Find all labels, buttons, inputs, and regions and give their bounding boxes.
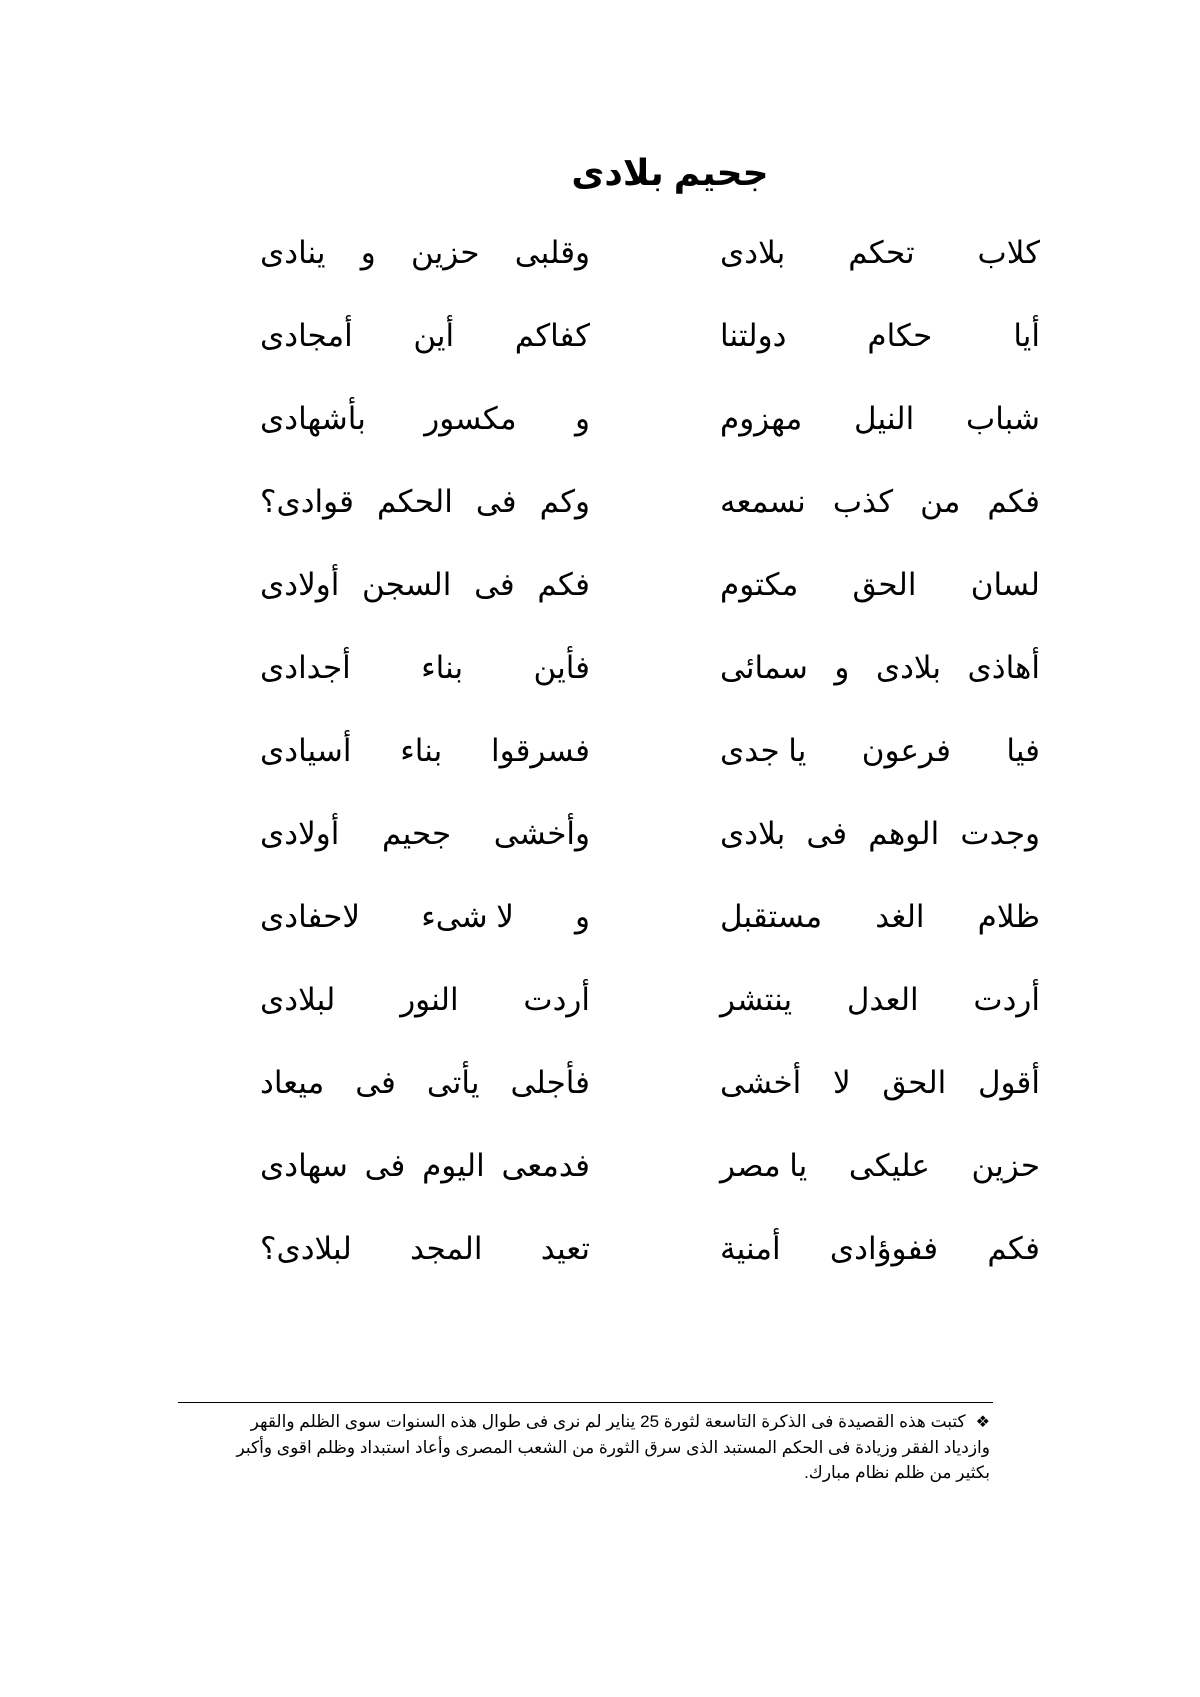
verse-word: فأجلى bbox=[510, 1065, 590, 1100]
verse-first-hemistich bbox=[720, 726, 1040, 776]
verse-word: حزين bbox=[411, 235, 480, 270]
footnote bbox=[200, 1409, 990, 1485]
verse-word: وقلبى bbox=[514, 235, 590, 270]
verse-word: بلادى bbox=[720, 816, 786, 851]
verse-word: نسمعه bbox=[720, 484, 806, 519]
verse-word: ظلام bbox=[977, 899, 1040, 934]
verse-word: فأين bbox=[533, 650, 590, 685]
verse-word: يأتى bbox=[426, 1065, 480, 1100]
verse-word: وجدت bbox=[960, 816, 1040, 851]
verse-word: فى bbox=[355, 1065, 396, 1100]
verse-line bbox=[200, 394, 1040, 477]
verse-word: الحكم bbox=[377, 484, 453, 519]
verse-first-hemistich bbox=[720, 1141, 1040, 1191]
verse-word: وكم bbox=[539, 484, 590, 519]
verse-word: أردت bbox=[523, 982, 590, 1017]
verse-word: أقول bbox=[978, 1065, 1040, 1100]
verse-word: فى bbox=[474, 567, 515, 602]
verse-word: وأخشى bbox=[493, 816, 590, 851]
verse-second-hemistich bbox=[260, 1224, 590, 1274]
verse-word: الحق bbox=[882, 1065, 947, 1100]
verse-word: كذب bbox=[832, 484, 894, 519]
verse-second-hemistich bbox=[260, 726, 590, 776]
verse-word: الغد bbox=[875, 899, 925, 934]
verse-word: يا جدى bbox=[720, 733, 807, 768]
poem-body bbox=[200, 228, 1040, 1307]
verse-word: لبلادى bbox=[260, 982, 336, 1017]
verse-word: و bbox=[360, 235, 376, 270]
verse-word: قوادى؟ bbox=[260, 484, 354, 519]
verse-word: فى bbox=[364, 1148, 406, 1183]
verse-word: بناء bbox=[421, 650, 464, 685]
verse-word: السجن bbox=[362, 567, 452, 602]
verse-word: مهزوم bbox=[720, 401, 803, 436]
verse-word: ينتشر bbox=[720, 982, 793, 1017]
verse-word: مكسور bbox=[424, 401, 517, 436]
verse-second-hemistich bbox=[260, 228, 590, 278]
verse-word: لاحفادى bbox=[260, 899, 361, 934]
verse-word: فكم bbox=[987, 484, 1040, 519]
verse-second-hemistich bbox=[260, 1058, 590, 1108]
verse-first-hemistich bbox=[720, 809, 1040, 859]
verse-word: لا شىء bbox=[421, 899, 514, 934]
verse-second-hemistich bbox=[260, 1141, 590, 1191]
verse-line bbox=[200, 560, 1040, 643]
verse-word: و bbox=[575, 899, 590, 934]
verse-word: فدمعى bbox=[501, 1148, 590, 1183]
verse-line bbox=[200, 1141, 1040, 1224]
verse-word: حزين bbox=[971, 1148, 1040, 1183]
verse-word: أولادى bbox=[260, 567, 340, 602]
verse-word: ميعاد bbox=[260, 1065, 325, 1100]
verse-word: فيا bbox=[1006, 733, 1040, 768]
verse-word: فرعون bbox=[861, 733, 951, 768]
verse-word: بناء bbox=[400, 733, 443, 768]
verse-word: كلاب bbox=[977, 235, 1040, 270]
verse-word: أين bbox=[413, 318, 455, 353]
verse-word: يا مصر bbox=[720, 1148, 808, 1183]
verse-line bbox=[200, 892, 1040, 975]
verse-word: أهاذى bbox=[967, 650, 1040, 685]
verse-word: فى bbox=[475, 484, 517, 519]
verse-word: كفاكم bbox=[514, 318, 590, 353]
verse-word: الحق bbox=[852, 567, 917, 602]
verse-second-hemistich bbox=[260, 975, 590, 1025]
verse-second-hemistich bbox=[260, 809, 590, 859]
verse-word: جحيم bbox=[381, 816, 452, 851]
verse-line bbox=[200, 726, 1040, 809]
verse-word: و bbox=[575, 401, 590, 436]
verse-first-hemistich bbox=[720, 560, 1040, 610]
verse-first-hemistich bbox=[720, 394, 1040, 444]
verse-line bbox=[200, 311, 1040, 394]
verse-second-hemistich bbox=[260, 311, 590, 361]
verse-word: فى bbox=[806, 816, 848, 851]
verse-line bbox=[200, 1224, 1040, 1307]
verse-line bbox=[200, 975, 1040, 1058]
verse-line bbox=[200, 228, 1040, 311]
verse-word: لا bbox=[832, 1065, 851, 1100]
verse-word: لبلادى؟ bbox=[260, 1231, 352, 1266]
verse-word: فسرقوا bbox=[490, 733, 590, 768]
verse-word: و bbox=[834, 650, 850, 685]
footnote-divider bbox=[178, 1402, 993, 1403]
verse-word: المجد bbox=[410, 1231, 483, 1266]
verse-word: فكم bbox=[537, 567, 590, 602]
verse-word: أمنية bbox=[720, 1231, 781, 1266]
verse-word: بأشهادى bbox=[260, 401, 366, 436]
verse-word: مكتوم bbox=[720, 567, 799, 602]
verse-word: اليوم bbox=[422, 1148, 485, 1183]
verse-word: أمجادى bbox=[260, 318, 353, 353]
verse-line bbox=[200, 1058, 1040, 1141]
verse-word: أردت bbox=[973, 982, 1040, 1017]
verse-line bbox=[200, 477, 1040, 560]
verse-word: بلادى bbox=[720, 235, 786, 270]
footnote-text: كتبت هذه القصيدة فى الذكرة التاسعة لثورة 25 يناير لم نرى فى طوال هذه السنوات سوى الظلم والقهر وازدياد الفقر وزيادة فى الحكم المستبد الذى سرق الثورة من الشعب المصرى وأعاد استبداد وظلم اقوى وأكبر بكثير من ظلم نظام مبارك. bbox=[236, 1412, 990, 1482]
verse-word: فكم bbox=[987, 1231, 1040, 1266]
verse-word: حكام bbox=[867, 318, 933, 353]
verse-word: أولادى bbox=[260, 816, 340, 851]
verse-word: النور bbox=[400, 982, 459, 1017]
verse-word: أسيادى bbox=[260, 733, 352, 768]
verse-line bbox=[200, 643, 1040, 726]
footnote-bullet-icon: ❖ bbox=[975, 1414, 990, 1431]
verse-first-hemistich bbox=[720, 975, 1040, 1025]
verse-second-hemistich bbox=[260, 560, 590, 610]
verse-word: بلادى bbox=[875, 650, 942, 685]
poem-title: جحيم بلادى bbox=[571, 152, 769, 193]
verse-word: ينادى bbox=[260, 235, 326, 270]
verse-word: أيا bbox=[1013, 318, 1040, 353]
verse-word: تعيد bbox=[540, 1231, 590, 1266]
verse-first-hemistich bbox=[720, 228, 1040, 278]
verse-word: سمائى bbox=[720, 650, 808, 685]
verse-word: النيل bbox=[853, 401, 915, 436]
verse-second-hemistich bbox=[260, 892, 590, 942]
verse-word: شباب bbox=[966, 401, 1040, 436]
verse-first-hemistich bbox=[720, 311, 1040, 361]
verse-second-hemistich bbox=[260, 643, 590, 693]
verse-word: الوهم bbox=[868, 816, 940, 851]
verse-word: لسان bbox=[970, 567, 1040, 602]
verse-word: سهادى bbox=[260, 1148, 348, 1183]
verse-word: أجدادى bbox=[260, 650, 351, 685]
verse-line bbox=[200, 809, 1040, 892]
verse-second-hemistich bbox=[260, 477, 590, 527]
verse-word: العدل bbox=[846, 982, 919, 1017]
verse-word: من bbox=[920, 484, 961, 519]
verse-first-hemistich bbox=[720, 892, 1040, 942]
verse-word: أخشى bbox=[720, 1065, 802, 1100]
verse-first-hemistich bbox=[720, 477, 1040, 527]
verse-first-hemistich bbox=[720, 1058, 1040, 1108]
verse-second-hemistich bbox=[260, 394, 590, 444]
verse-word: دولتنا bbox=[720, 318, 787, 353]
verse-word: ففوؤادى bbox=[829, 1231, 939, 1266]
verse-word: مستقبل bbox=[720, 899, 823, 934]
verse-word: عليكى bbox=[848, 1148, 930, 1183]
verse-word: تحكم bbox=[848, 235, 915, 270]
verse-first-hemistich bbox=[720, 1224, 1040, 1274]
verse-first-hemistich bbox=[720, 643, 1040, 693]
